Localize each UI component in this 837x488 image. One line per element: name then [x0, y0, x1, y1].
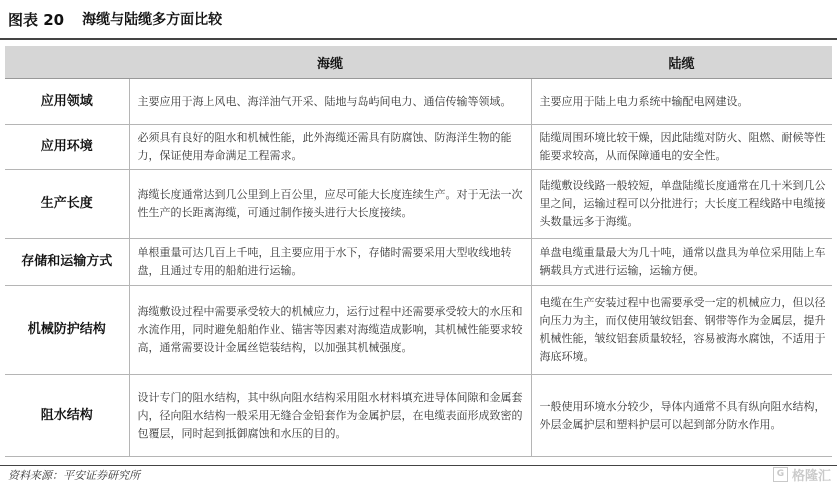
table-row — [5, 125, 832, 170]
sea-cable-cell: 设计专门的阻水结构，其中纵向阻水结构采用阻水材料填充进导体间隙和金属套内，径向阻水结构一般采用无缝合金铅套作为金属护层，在电缆表面形成致密的包覆层，同时起到抵御腐蚀和水压的目的。 — [129, 375, 531, 457]
table-row — [5, 286, 832, 375]
sea-cable-cell: 必须具有良好的阻水和机械性能，此外海缆还需具有防腐蚀、防海洋生物的能力，保证使用寿命满足工程需求。 — [129, 125, 531, 170]
bottom-rule — [0, 465, 837, 466]
figure-number: 图表 20 — [8, 10, 65, 29]
header-land-cable: 陆缆 — [531, 46, 832, 79]
row-label: 生产长度 — [5, 170, 129, 239]
watermark — [773, 465, 831, 484]
watermark-text: 格隆汇 — [791, 469, 831, 484]
row-label: 应用环境 — [5, 125, 129, 170]
land-cable-cell: 电缆在生产安装过程中也需要承受一定的机械应力，但以径向压力为主，而仅使用皱纹铝套、钢带等作为金属层，提升机械性能，皱纹铝套质量较轻，容易被海水腐蚀，不适用于海底环境。 — [531, 286, 832, 375]
land-cable-cell: 单盘电缆重量最大为几十吨，通常以盘具为单位采用陆上车辆载具方式进行运输，运输方便。 — [531, 239, 832, 286]
header-aspect — [5, 46, 129, 79]
figure-title-bar — [0, 0, 837, 38]
sea-cable-cell: 海缆长度通常达到几公里到上百公里，应尽可能大长度连续生产。对于无法一次性生产的长距离海缆，可通过制作接头进行大长度接续。 — [129, 170, 531, 239]
sea-cable-cell: 主要应用于海上风电、海洋油气开采、陆地与岛屿间电力、通信传输等领域。 — [129, 79, 531, 125]
sea-cable-cell: 单根重量可达几百上千吨，且主要应用于水下，存储时需要采用大型收线地转盘，且通过专用的船舶进行运输。 — [129, 239, 531, 286]
row-label: 存储和运输方式 — [5, 239, 129, 286]
sea-cable-cell: 海缆敷设过程中需要承受较大的机械应力，运行过程中还需要承受较大的水压和水流作用，同时避免船舶作业、锚害等因素对海缆造成影响，其机械性能要求较高，通常需要设计金属丝铠装结构，以加强其机械强度。 — [129, 286, 531, 375]
table-row — [5, 239, 832, 286]
land-cable-cell: 陆缆敷设线路一般较短，单盘陆缆长度通常在几十米到几公里之间，运输过程可以分批进行；大长度工程线路中电缆接头数量远多于海缆。 — [531, 170, 832, 239]
watermark-logo-icon: G — [773, 467, 788, 482]
row-label: 应用领域 — [5, 79, 129, 125]
header-sea-cable: 海缆 — [129, 46, 531, 79]
table-header-row — [5, 46, 832, 79]
comparison-table — [5, 46, 832, 457]
land-cable-cell: 陆缆周围环境比较干燥，因此陆缆对防火、阻燃、耐候等性能要求较高，从而保障通电的安全性。 — [531, 125, 832, 170]
figure-title: 海缆与陆缆多方面比较 — [82, 12, 223, 28]
table-row — [5, 170, 832, 239]
row-label: 阻水结构 — [5, 375, 129, 457]
table-row — [5, 375, 832, 457]
row-label: 机械防护结构 — [5, 286, 129, 375]
table-row — [5, 79, 832, 125]
source-note: 资料来源：平安证券研究所 — [8, 469, 140, 482]
land-cable-cell: 一般使用环境水分较少，导体内通常不具有纵向阻水结构，外层金属护层和塑料护层可以起到部分防水作用。 — [531, 375, 832, 457]
land-cable-cell: 主要应用于陆上电力系统中输配电网建设。 — [531, 79, 832, 125]
top-rule — [0, 38, 837, 40]
